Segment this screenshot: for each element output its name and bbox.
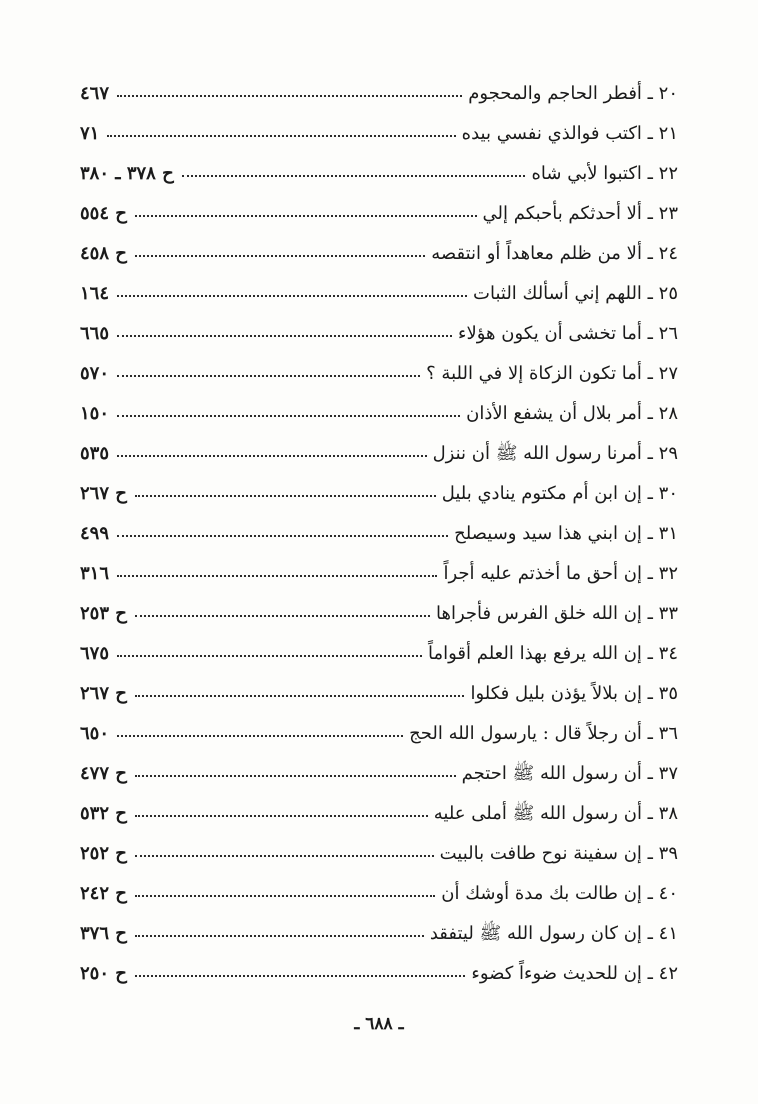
- index-row: [80, 194, 678, 226]
- entry-title: ٣٩ ـ إن سفينة نوح طافت بالبيت: [439, 843, 678, 864]
- index-row: [80, 314, 678, 346]
- index-row: [80, 874, 678, 906]
- dot-leader: [135, 255, 425, 257]
- entry-reference: ح ٤٧٧: [80, 763, 127, 784]
- entry-reference: ح ٥٥٤: [80, 203, 127, 224]
- entry-title: ٣٠ ـ إن ابن أم مكتوم ينادي بليل: [441, 483, 678, 504]
- entry-title: ٣٥ ـ إن بلالاً يؤذن بليل فكلوا: [470, 683, 678, 704]
- dot-leader: [135, 775, 456, 777]
- entry-reference: ٦٧٥: [80, 643, 110, 664]
- index-row: [80, 714, 678, 746]
- entry-title: ٢١ ـ اكتب فوالذي نفسي بيده: [461, 123, 678, 144]
- index-row: [80, 74, 678, 106]
- dot-leader: [135, 935, 424, 937]
- dot-leader: [117, 375, 420, 377]
- index-row: [80, 554, 678, 586]
- dot-leader: [107, 135, 455, 137]
- entry-title: ٣٦ ـ أن رجلاً قال : يارسول الله الحج: [409, 723, 678, 744]
- entry-reference: ح ٢٥٣: [80, 603, 127, 624]
- index-row: [80, 594, 678, 626]
- page-number: ـ ٦٨٨ ـ: [354, 1014, 404, 1034]
- entry-reference: ح ٢٦٧: [80, 483, 127, 504]
- dot-leader: [135, 815, 428, 817]
- entry-reference: ح ٣٧٦: [80, 923, 127, 944]
- dot-leader: [135, 855, 434, 857]
- dot-leader: [135, 975, 465, 977]
- entry-reference: ٤٦٧: [80, 83, 110, 104]
- entry-reference: ١٦٤: [80, 283, 110, 304]
- entry-reference: ح ٢٦٧: [80, 683, 127, 704]
- entry-reference: ٥٧٠: [80, 363, 110, 384]
- index-row: [80, 954, 678, 986]
- entry-reference: ٦٥٠: [80, 723, 110, 744]
- entry-title: ٢٦ ـ أما تخشى أن يكون هؤلاء: [458, 323, 678, 344]
- entry-title: ٢٥ ـ اللهم إني أسألك الثبات: [473, 283, 678, 304]
- entry-title: ٤٢ ـ إن للحديث ضوءاً كضوء: [471, 963, 678, 984]
- entry-title: ٤٠ ـ إن طالت بك مدة أوشك أن: [441, 883, 678, 904]
- entry-title: ٢٧ ـ أما تكون الزكاة إلا في اللبة ؟: [426, 363, 678, 384]
- dot-leader: [117, 415, 460, 417]
- entry-title: ٣٤ ـ إن الله يرفع بهذا العلم أقواماً: [427, 643, 678, 664]
- dot-leader: [135, 215, 477, 217]
- index-row: [80, 514, 678, 546]
- index-row: [80, 154, 678, 186]
- dot-leader: [117, 295, 467, 297]
- entry-title: ٢٩ ـ أمرنا رسول الله ﷺ أن ننزل: [432, 443, 678, 464]
- entry-reference: ١٥٠: [80, 403, 110, 424]
- dot-leader: [117, 95, 462, 97]
- entry-reference: ح ٥٣٢: [80, 803, 127, 824]
- index-row: [80, 834, 678, 866]
- index-row: [80, 354, 678, 386]
- dot-leader: [117, 735, 403, 737]
- index-row: [80, 274, 678, 306]
- dot-leader: [117, 575, 437, 577]
- entry-reference: ٦٦٥: [80, 323, 110, 344]
- entry-reference: ٣١٦: [80, 563, 110, 584]
- index-row: [80, 674, 678, 706]
- entry-title: ٣٨ ـ أن رسول الله ﷺ أملى عليه: [433, 803, 678, 824]
- entry-reference: ح ٢٥٠: [80, 963, 127, 984]
- entry-title: ٣٢ ـ إن أحق ما أخذتم عليه أجراً: [443, 563, 678, 584]
- index-row: [80, 434, 678, 466]
- dot-leader: [182, 175, 526, 177]
- dot-leader: [117, 455, 427, 457]
- index-row: [80, 794, 678, 826]
- index-row: [80, 914, 678, 946]
- dot-leader: [135, 895, 435, 897]
- index-row: [80, 114, 678, 146]
- entry-title: ٣٧ ـ أن رسول الله ﷺ احتجم: [461, 763, 678, 784]
- dot-leader: [135, 695, 465, 697]
- entry-reference: ٥٣٥: [80, 443, 110, 464]
- index-row: [80, 234, 678, 266]
- index-row: [80, 474, 678, 506]
- dot-leader: [117, 535, 448, 537]
- index-row: [80, 634, 678, 666]
- entry-title: ٢٣ ـ ألا أحدثكم بأحبكم إلي: [482, 203, 678, 224]
- index-row: [80, 754, 678, 786]
- entry-reference: ح ٤٥٨: [80, 243, 127, 264]
- dot-leader: [135, 495, 436, 497]
- entry-reference: ح ٣٧٨ ـ ٣٨٠: [80, 163, 174, 184]
- entry-reference: ح ٢٤٢: [80, 883, 127, 904]
- dot-leader: [117, 655, 422, 657]
- entry-reference: ٤٩٩: [80, 523, 110, 544]
- entry-title: ٢٢ ـ اكتبوا لأبي شاه: [531, 163, 678, 184]
- entry-title: ٢٠ ـ أفطر الحاجم والمحجوم: [468, 83, 678, 104]
- index-row: [80, 394, 678, 426]
- dot-leader: [135, 615, 430, 617]
- entry-reference: ح ٢٥٢: [80, 843, 127, 864]
- entry-reference: ٧١: [80, 123, 100, 144]
- entry-title: ٣٣ ـ إن الله خلق الفرس فأجراها: [436, 603, 678, 624]
- entry-title: ٢٤ ـ ألا من ظلم معاهداً أو انتقصه: [431, 243, 678, 264]
- entry-title: ٢٨ ـ أمر بلال أن يشفع الأذان: [466, 403, 678, 424]
- entry-title: ٤١ ـ إن كان رسول الله ﷺ ليتفقد: [429, 923, 678, 944]
- entry-title: ٣١ ـ إن ابني هذا سيد وسيصلح: [454, 523, 678, 544]
- dot-leader: [117, 335, 452, 337]
